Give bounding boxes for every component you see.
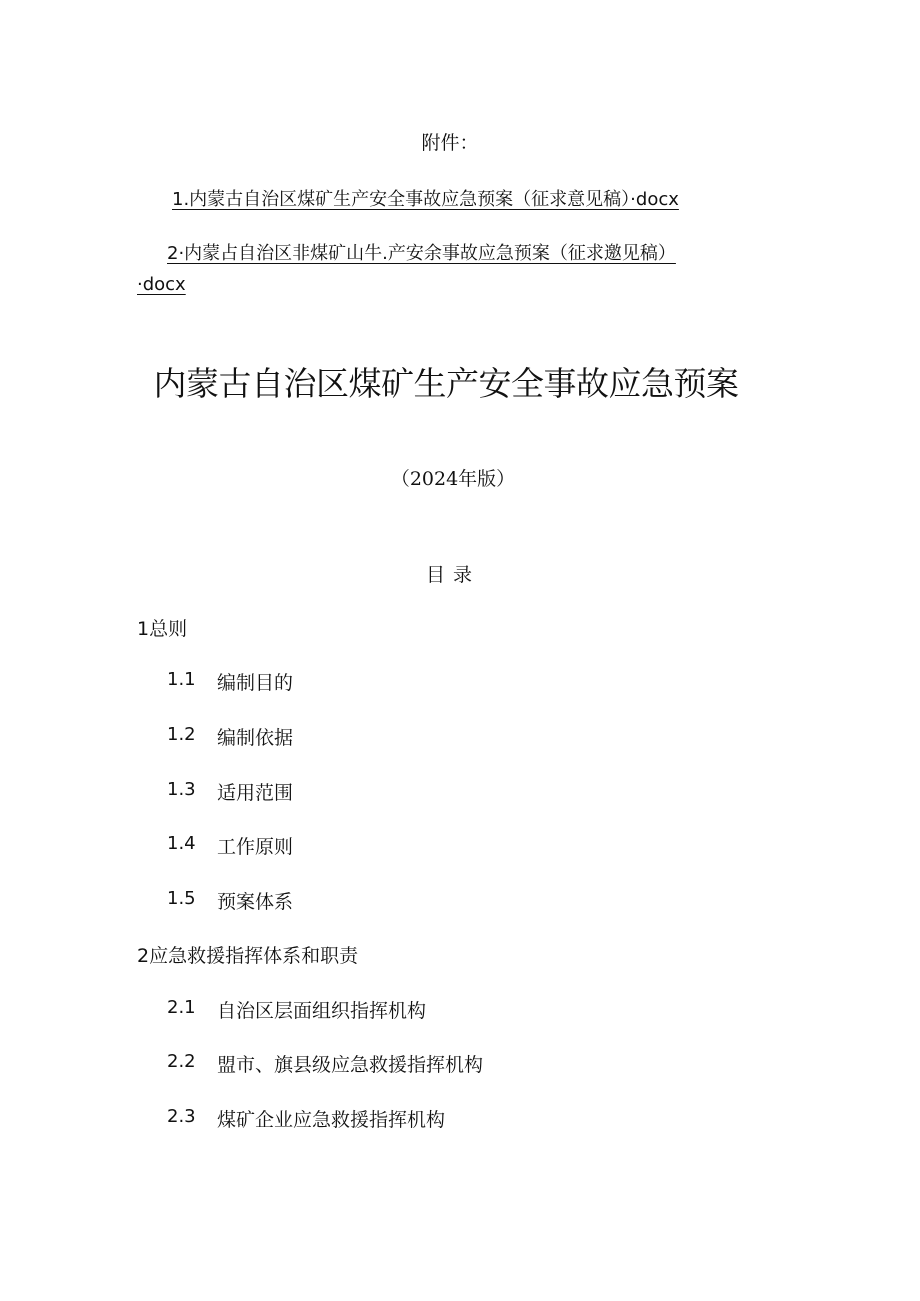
toc-item-text: 自治区层面组织指挥机构 — [217, 1000, 427, 1022]
toc-section-2: 2应急救援指挥体系和职责 — [137, 945, 359, 967]
toc-item-text: 盟市、旗县级应急救援指挥机构 — [217, 1054, 484, 1076]
toc-item-number: 2.1 — [167, 997, 196, 1018]
toc-section-1: 1总则 — [137, 618, 188, 640]
toc-item-number: 2.2 — [167, 1051, 196, 1072]
toc-item-number: 1.2 — [167, 724, 196, 745]
toc-item-number: 1.5 — [167, 888, 196, 909]
toc-item-text: 编制依据 — [217, 727, 294, 749]
toc-item-text: 编制目的 — [217, 672, 294, 694]
toc-heading: 目录 — [425, 564, 480, 586]
attachment-link-2-continuation[interactable]: ·docx — [137, 274, 186, 295]
attachment-link-1[interactable]: 1.内蒙古自治区煤矿生产安全事故应急预案（征求意见稿）·docx — [172, 189, 679, 210]
toc-item-text: 预案体系 — [217, 891, 294, 913]
document-edition: （2024年版） — [390, 468, 516, 490]
attachments-label: 附件： — [421, 132, 479, 154]
toc-item-number: 2.3 — [167, 1106, 196, 1127]
toc-item-text: 煤矿企业应急救援指挥机构 — [217, 1109, 446, 1131]
toc-item-number: 1.1 — [167, 669, 196, 690]
attachment-link-2[interactable]: 2·内蒙占自治区非煤矿山牛.产安余事故应急预案（征求邀见稿） — [167, 243, 676, 264]
toc-item-number: 1.3 — [167, 779, 196, 800]
toc-item-number: 1.4 — [167, 833, 196, 854]
document-title: 内蒙古自治区煤矿生产安全事故应急预案 — [153, 364, 739, 403]
toc-item-text: 适用范围 — [217, 782, 294, 804]
toc-item-text: 工作原则 — [217, 836, 294, 858]
